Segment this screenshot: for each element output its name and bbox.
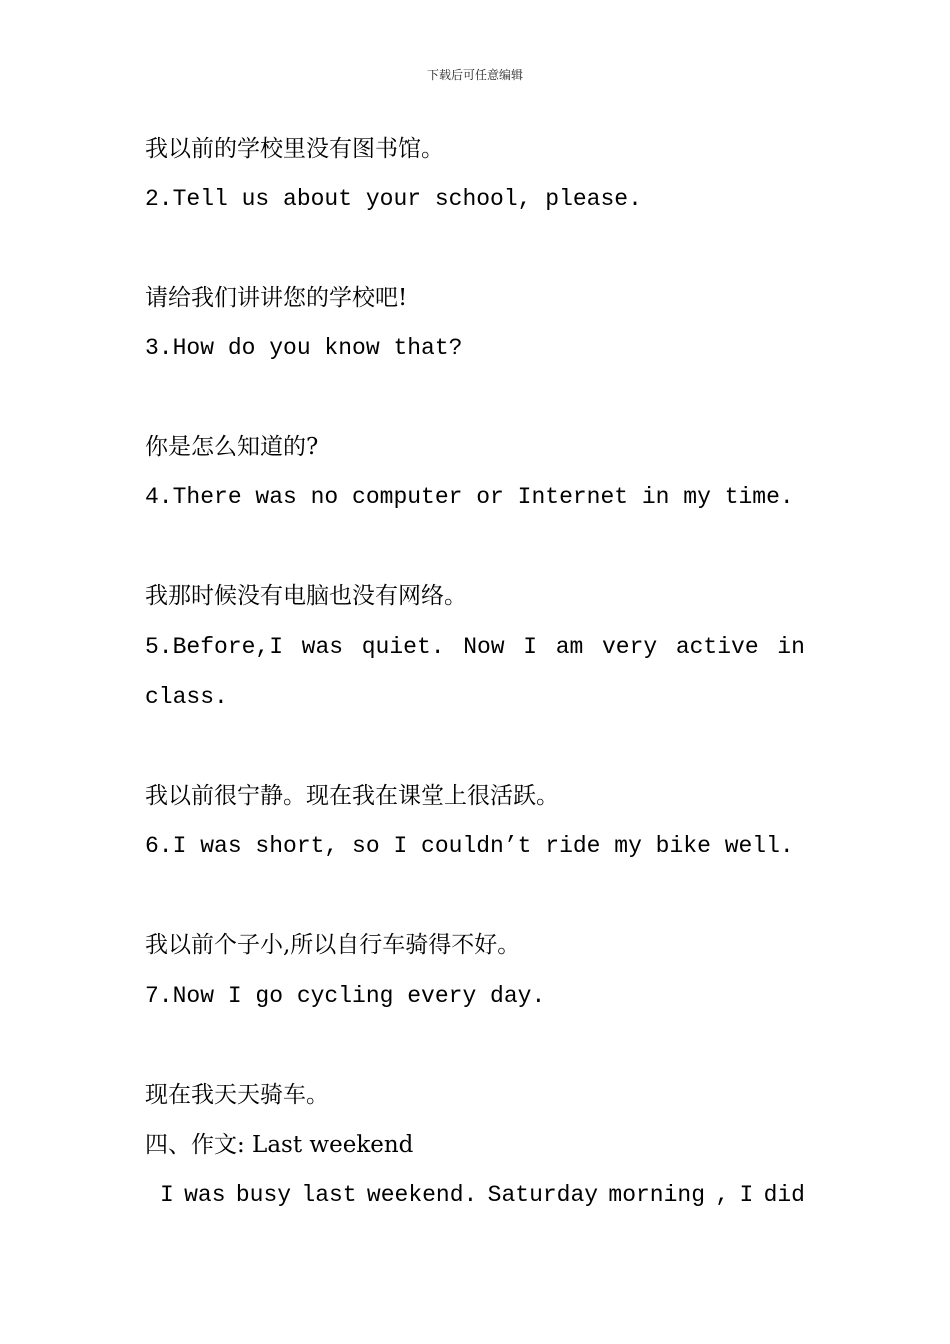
- word: was: [301, 634, 344, 660]
- word: active: [675, 634, 759, 660]
- sentence-7: 7.Now I go cycling every day.: [145, 983, 546, 1009]
- translation-1: 我以前的学校里没有图书馆。: [145, 136, 444, 162]
- word: weekend.: [366, 1182, 478, 1208]
- sentence-6: 6.I was short, so I couldn’t ride my bike well.: [145, 833, 794, 859]
- word: quiet.: [361, 634, 445, 660]
- translation-3: 你是怎么知道的?: [145, 434, 319, 460]
- word: very: [601, 634, 658, 660]
- translation-6: 我以前个子小,所以自行车骑得不好。: [145, 932, 521, 958]
- word: morning: [608, 1182, 706, 1208]
- word: busy: [235, 1182, 292, 1208]
- word: in: [777, 634, 805, 660]
- essay-first-line: [160, 1184, 805, 1207]
- word: I: [160, 1182, 174, 1208]
- page-header: 下载后可任意编辑: [426, 68, 523, 82]
- sentence-4: 4.There was no computer or Internet in my time.: [145, 484, 794, 510]
- sentence-2: 2.Tell us about your school, please.: [145, 186, 642, 212]
- translation-7: 现在我天天骑车。: [145, 1082, 329, 1108]
- translation-2: 请给我们讲讲您的学校吧!: [145, 285, 408, 311]
- translation-4: 我那时候没有电脑也没有网络。: [145, 583, 467, 609]
- translation-5: 我以前很宁静。现在我在课堂上很活跃。: [145, 783, 559, 809]
- sentence-3: 3.How do you know that?: [145, 335, 463, 361]
- word: 5.Before,I: [145, 634, 284, 660]
- word: I: [523, 634, 538, 660]
- word: last: [301, 1182, 357, 1208]
- word: Saturday: [487, 1182, 599, 1208]
- word: am: [555, 634, 584, 660]
- word: ,: [715, 1182, 730, 1208]
- word: Now: [463, 634, 505, 660]
- word: did: [763, 1182, 805, 1208]
- sentence-5: [145, 636, 805, 659]
- word: was: [184, 1182, 226, 1208]
- section-heading: 四、作文: Last weekend: [145, 1132, 414, 1158]
- word: I: [739, 1182, 754, 1208]
- sentence-5-continued: class.: [145, 684, 228, 710]
